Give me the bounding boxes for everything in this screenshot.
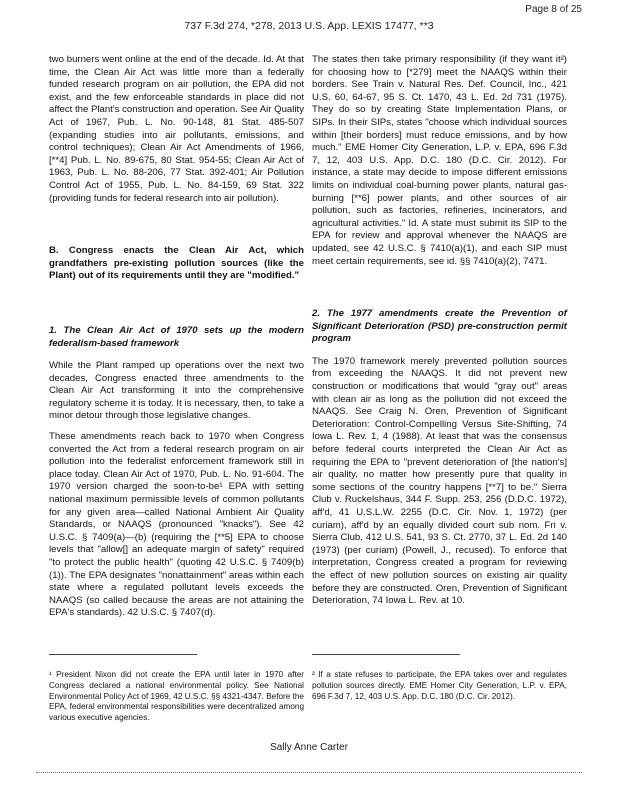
footnote-1: ¹ President Nixon did not create the EPA until later in 1970 after Congress declared a national environmental policy. See National Environmental Policy Act of 1969, 42 U.S.C. §§ 4321-4347. Before the EPA, federal environmental responsibilities were decentralized among various executive agencies. [49, 670, 304, 723]
left-paragraph-2: While the Plant ramped up operations over the next two decades, Congress enacted three amendments to the Clean Air Act transforming it into the comprehensive regulatory scheme it is today. It is necessary, then, to take a minor detour through those legislative changes. [49, 360, 304, 422]
right-paragraph-1: The states then take primary responsibility (if they want it²) for choosing how to [*279] meet the NAAQS within their borders. See Train v. Natural Res. Def. Council, Inc., 421 U.S. 60, 64-67, 95 S. Ct. 1470, 43 L. Ed. 2d 731 (1975). They do so by creating State Implementation Plans, or SIPs. In their SIPs, states "choose which individual sources within [their borders] must reduce emissions, and by how much." EME Homer City Generation, L.P. v. EPA, 696 F.3d 7, 12, 403 U.S. App. D.C. 180 (D.C. Cir. 2012). For instance, a state may decide to impose different emissions limits on individual coal-burning power plants, natural gas-burning [**6] power plants, and other sources of air pollution, such as factories, refineries, incinerators, and agricultural activities." Id. A state must submit its SIP to the EPA for review and approval whenever the NAAQS are updated, see 42 U.S.C. § 7410(a)(1), and each SIP must meet certain requirements, see id. §§ 7410(a)(2), 7471. [312, 54, 567, 267]
page-number: Page 8 of 25 [525, 4, 582, 15]
section-heading-b: B. Congress enacts the Clean Air Act, which grandfathers pre-existing pollution sources (like the Plant) out of its requirements until they are "modified." [49, 245, 304, 282]
subsection-heading-2: 2. The 1977 amendments create the Prevention of Significant Deterioration (PSD) pre-construction permit program [312, 308, 567, 345]
footnote-divider-right [312, 654, 460, 655]
footnote-2: ² If a state refuses to participate, the EPA takes over and regulates pollution sources directly. EME Homer City Generation, L.P. v. EPA, 696 F.3d 7, 12, 403 U.S. App. D.C. 180 (D.C. Cir. 2012). [312, 670, 567, 701]
left-paragraph-3: These amendments reach back to 1970 when Congress converted the Act from a federal research program on air pollution into the federalist enforcement framework still in place today. Clean Air Act of 1970, Pub. L. No. 91-604. The 1970 version charged the soon-to-be¹ EPA with setting national maximum permissible levels of common pollutants for any given area—called National Ambient Air Quality Standards, or NAAQS (pronounced "knacks"). See 42 U.S.C. § 7409(a)—(b) (requiring the [**5] EPA to choose levels that "allow[] an adequate margin of safety" required "to protect the public health" (quoting 42 U.S.C. § 7409(b)(1)). The EPA designates "nonattainment" areas within each state where a regulated pollutant levels exceeds the NAAQS (so called because the areas are not attaining the EPA's standards). 42 U.S.C. § 7407(d). [49, 431, 304, 619]
bottom-divider [36, 772, 582, 773]
right-paragraph-2: The 1970 framework merely prevented pollution sources from exceeding the NAAQS. It did not prevent new construction or modifications that would "gray out" areas with clean air as long as the pollution did not exceed the NAAQS. See Craig N. Oren, Prevention of Significant Deterioration: Control-Compelling Versus Site-Shifting, 74 Iowa L. Rev. 1, 4 (1988). At least that was the consensus before federal courts interpreted the Clean Air Act as requiring the EPA to "prevent deterioration of [the nation's] air quality, no matter how presently pure that quality in some sections of the country happens [**7] to be." Sierra Club v. Ruckelshaus, 344 F. Supp. 253, 256 (D.D.C. 1972), aff'd, 41 U.S.L.W. 2255 (D.C. Cir. Nov. 1, 1972) (per curiam), aff'd by an equally divided court sub nom. Fri v. Sierra Club, 412 U.S. 541, 93 S. Ct. 2770, 37 L. Ed. 2d 140 (1973) (per curiam) (Powell, J., recused). To enforce that interpretation, Congress created a program for reviewing the effect of new pollution sources on existing air quality before they are constructed. Oren, Prevention of Significant Deterioration, 74 Iowa L. Rev. at 10. [312, 355, 567, 607]
left-column [49, 54, 304, 628]
case-citation-header: 737 F.3d 274, *278, 2013 U.S. App. LEXIS 17477, **3 [184, 20, 434, 32]
footer-author-name: Sally Anne Carter [270, 742, 348, 753]
left-paragraph-1: two burners went online at the end of the decade. Id. At that time, the Clean Air Act was little more than a federally funded research program on air pollution, the EPA did not exist, and the few enforceable standards in place did not affect the Plant's construction and operation. See Air Quality Act of 1967, Pub. L. No. 90-148, 81 Stat. 485-507 (expanding studies into air pollutants, emissions, and control techniques); Clean Air Act Amendments of 1966, [**4] Pub. L. No. 89-675, 80 Stat. 954-55; Clean Air Act of 1963, Pub. L. No. 88-206, 77 Stat. 392-401; Air Pollution Control Act of 1955, Pub. L. No. 84-159, 69 Stat. 322 (providing funds for federal research into air pollution). [49, 54, 304, 204]
right-column [312, 54, 567, 616]
footnote-divider-left [49, 654, 197, 655]
subsection-heading-1: 1. The Clean Air Act of 1970 sets up the modern federalism-based framework [49, 324, 304, 349]
